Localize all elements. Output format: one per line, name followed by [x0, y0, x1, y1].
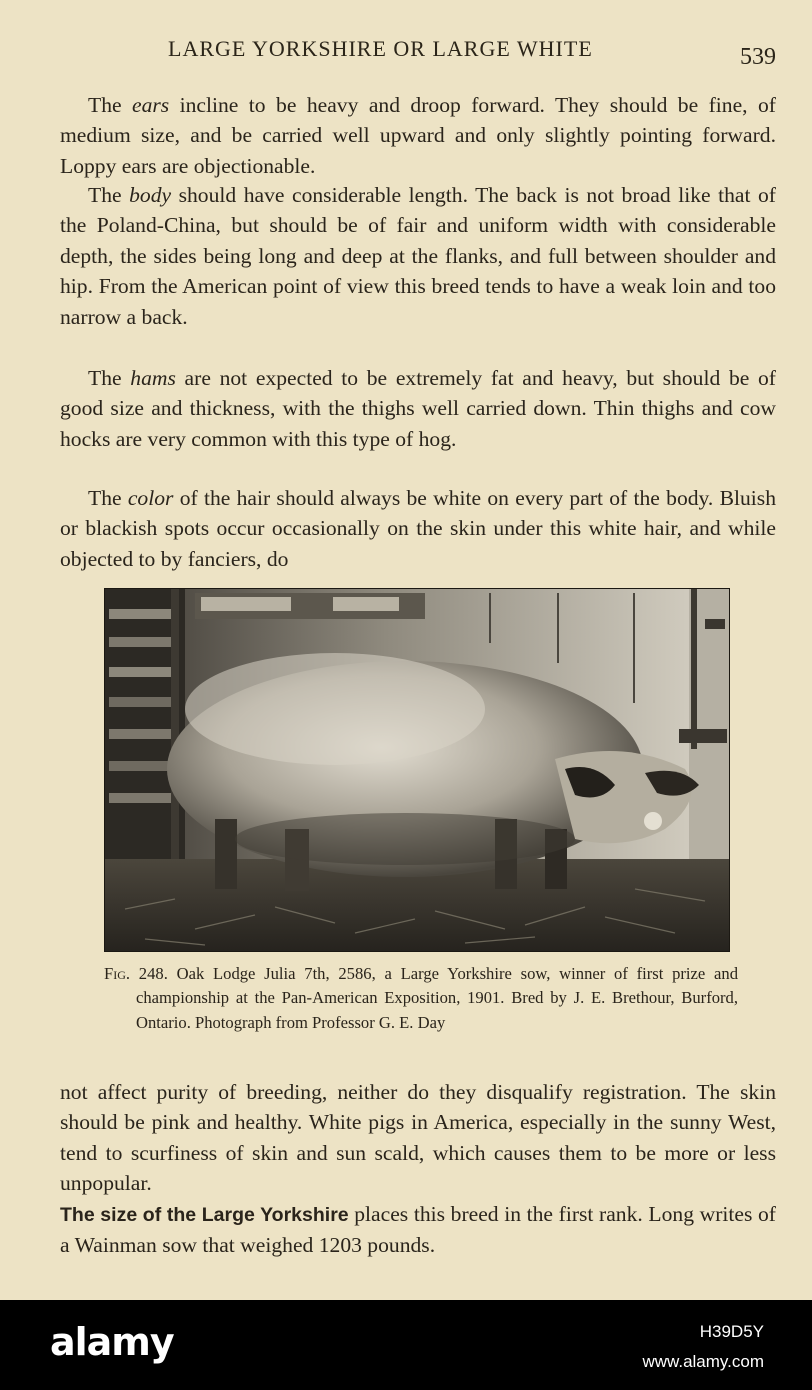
paragraph-lead: The: [88, 183, 130, 207]
paragraph-ears: [60, 90, 776, 181]
paragraph-run-in-heading: The size of the Large Yorkshire: [60, 1204, 349, 1226]
paragraph-term: hams: [130, 366, 176, 390]
paragraph-hams: [60, 363, 776, 454]
paragraph-color: [60, 483, 776, 574]
running-head: [0, 36, 812, 70]
sow-photograph: [104, 588, 730, 952]
photograph-illustration: [105, 589, 729, 951]
paragraph-continued: [60, 1077, 776, 1199]
figure-caption: [104, 962, 738, 1035]
paragraph-term: ears: [132, 93, 170, 117]
paragraph-text: places this breed in the first rank. Long writes of a Wainman sow that weighed 1203 pounds.: [60, 1202, 776, 1258]
paragraph-text: of the hair should always be white on every part of the body. Bluish or blackish spots occur occasionally on the skin under this white hair, and while objected to by fanciers, do: [60, 486, 776, 571]
paragraph-text: not affect purity of breeding, neither do they disqualify registration. The skin should be pink and healthy. White pigs in America, especially in the sunny West, tend to scurfiness of skin and sun scald, which causes them to be more or less unpopular.: [60, 1080, 776, 1196]
footer-url: www.alamy.com: [642, 1352, 764, 1371]
paragraph-size: [60, 1199, 776, 1261]
stock-footer-bar: [0, 1300, 812, 1390]
paragraph-lead: The: [88, 486, 128, 510]
figure-label: Fig. 248.: [104, 964, 168, 983]
running-title: LARGE YORKSHIRE OR LARGE WHITE: [168, 36, 593, 61]
paragraph-term: color: [127, 486, 174, 510]
paragraph-term: body: [129, 183, 172, 207]
paragraph-body: [60, 180, 776, 332]
paragraph-text: incline to be heavy and droop forward. They should be fine, of medium size, and be carried well upward and only slightly pointing forward. Loppy ears are objectionable.: [60, 93, 776, 178]
paragraph-text: should have considerable length. The back is not broad like that of the Poland-China, but should be of fair and uniform width with considerable depth, the sides being long and deep at the flanks, and full between shoulder and hip. From the American point of view this breed tends to have a weak loin and too narrow a back.: [60, 183, 776, 329]
image-id: H39D5Y: [699, 1322, 764, 1341]
figure-caption-text: Oak Lodge Julia 7th, 2586, a Large Yorkshire sow, winner of first prize and championship at the Pan-American Exposition, 1901. Bred by J. E. Brethour, Burford, Ontario. Photograph from Professor G. E. Day: [136, 964, 738, 1032]
paragraph-lead: The: [88, 366, 131, 390]
alamy-logo: alamy: [50, 1320, 174, 1364]
paragraph-text: are not expected to be extremely fat and heavy, but should be of good size and thickness, with the thighs well carried down. Thin thighs and cow hocks are very common with this type of hog.: [60, 366, 776, 451]
paragraph-lead: The: [88, 93, 132, 117]
page-number: 539: [740, 44, 776, 70]
